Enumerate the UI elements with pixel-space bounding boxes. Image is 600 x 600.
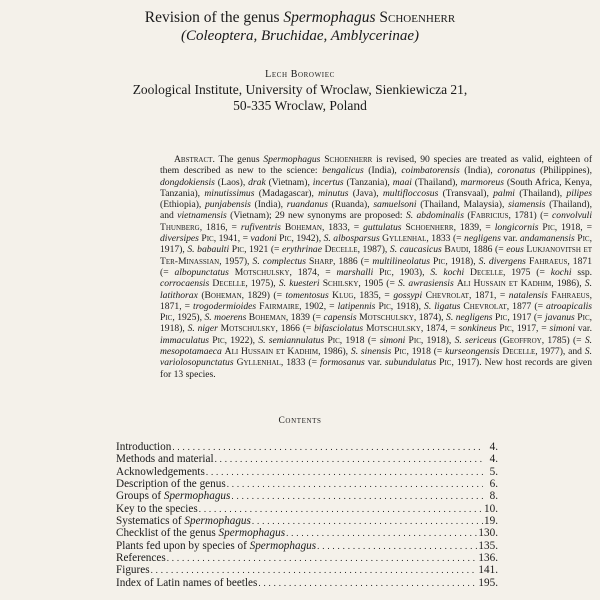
abstract-segment-italic: bengalicus bbox=[322, 165, 364, 177]
toc-entry bbox=[116, 540, 498, 552]
abstract-segment-italic: punjabensis bbox=[205, 199, 251, 211]
abstract-segment-italic: atroapicalis bbox=[546, 300, 593, 312]
abstract-segment-italic: S. negligens bbox=[446, 312, 493, 324]
toc-entry-page: 19. bbox=[484, 515, 498, 528]
toc-entry-label bbox=[116, 540, 316, 552]
toc-label-part-text: Acknowledgements bbox=[116, 465, 205, 478]
abstract-segment-text: , 1918), bbox=[420, 334, 455, 346]
abstract-segment-text: , 1781) (= bbox=[508, 210, 553, 222]
abstract-segment-italic: bifasciolatus bbox=[314, 323, 364, 335]
abstract-segment-italic: S. sericeus bbox=[454, 334, 497, 346]
toc-dot-leader bbox=[252, 515, 483, 527]
abstract-segment-italic: subundulatus bbox=[384, 357, 437, 369]
toc-label-part-text: Plants fed upon by species of bbox=[116, 539, 250, 552]
abstract-segment-italic: dongdokiensis bbox=[160, 176, 215, 188]
abstract-segment-smallcaps: Pic bbox=[433, 255, 446, 267]
abstract-segment-italic: immaculatus bbox=[160, 334, 210, 346]
abstract-segment-italic: convolvuli bbox=[552, 210, 593, 222]
abstract-segment-text: , 1987), bbox=[357, 244, 390, 256]
abstract-segment-text: , 1886 (= bbox=[333, 255, 373, 267]
abstract-segment-text: , 1833, = bbox=[321, 221, 364, 233]
abstract-segment-text: , 1871 (= bbox=[160, 255, 592, 278]
abstract-segment-smallcaps: Motschulsky bbox=[220, 323, 276, 335]
abstract-segment-italic: minutissimus bbox=[204, 187, 255, 199]
paper-title bbox=[0, 8, 600, 27]
toc-label-part-text: Index of Latin names of beetles bbox=[116, 576, 258, 589]
abstract-segment-smallcaps: Chevrolat bbox=[463, 300, 507, 312]
toc-dot-leader bbox=[317, 540, 477, 552]
abstract-segment-italic: S. kochi bbox=[430, 266, 465, 278]
abstract-segment-smallcaps: Fairmaire bbox=[259, 300, 300, 312]
abstract-segment-smallcaps: Gyllenhal bbox=[382, 233, 427, 245]
abstract-segment-text: , 1977), and bbox=[535, 346, 585, 358]
abstract-segment-italic: S. latithorax bbox=[160, 278, 592, 301]
abstract-segment-smallcaps: Pic bbox=[160, 312, 173, 324]
abstract-segment-italic: incertus bbox=[312, 176, 344, 188]
abstract-segment-italic: S. niger bbox=[187, 323, 218, 335]
title-prefix: Revision of the genus bbox=[144, 9, 284, 26]
toc-entry-page: 130. bbox=[478, 527, 498, 540]
toc-dot-leader bbox=[172, 441, 483, 453]
abstract-segment-text: (Thailand), bbox=[411, 176, 461, 188]
toc-entry-label bbox=[116, 478, 226, 490]
abstract-segment-italic: S. babaulti bbox=[187, 244, 230, 256]
abstract-segment-italic: diversipes bbox=[160, 233, 199, 245]
abstract-segment-text: , 1925), bbox=[172, 312, 205, 324]
abstract-segment-italic: coimbatorensis bbox=[401, 165, 460, 177]
abstract-segment-text: (Java), bbox=[348, 187, 383, 199]
abstract-segment-text: ssp. bbox=[571, 266, 593, 278]
abstract-segment-text: (India), bbox=[459, 165, 498, 177]
abstract-segment-text: , 1918), bbox=[160, 312, 593, 335]
abstract-segment-text: (Thailand), bbox=[514, 187, 567, 199]
toc-entry-page: 4. bbox=[489, 453, 498, 466]
toc-entry-page: 8. bbox=[489, 490, 498, 503]
toc-label-part-italic: Spermophagus bbox=[184, 515, 251, 528]
abstract-segment-text: . The genus bbox=[212, 154, 264, 165]
abstract-segment-smallcaps: Schoenherr bbox=[405, 221, 454, 233]
abstract-segment-text: , 1941, = bbox=[213, 233, 251, 245]
abstract-segment-smallcaps: Motschulsky bbox=[359, 312, 414, 324]
toc-entry-label bbox=[116, 552, 166, 564]
toc-entry-page: 141. bbox=[478, 564, 498, 577]
toc-label-part-text: Systematics of bbox=[116, 515, 185, 528]
abstract-segment-italic: erythrinae bbox=[282, 244, 322, 256]
abstract-segment-italic: S. divergens bbox=[478, 255, 526, 267]
abstract-segment-text: , 1917). New host records are given for 13 species. bbox=[160, 357, 592, 380]
abstract-segment-text: , 1877 (= bbox=[506, 300, 547, 312]
abstract-segment-smallcaps: Baudi bbox=[444, 244, 469, 256]
abstract-segment-smallcaps: Boheman bbox=[284, 221, 322, 233]
abstract-segment-text: var. bbox=[364, 357, 385, 369]
toc-label-part-italic: Spermophagus bbox=[218, 527, 286, 540]
abstract-segment-italic: simoni bbox=[549, 323, 576, 335]
toc-entry bbox=[116, 490, 498, 502]
abstract-segment-smallcaps: Boheman bbox=[204, 289, 242, 301]
abstract-segment-italic: S. caucasicus bbox=[389, 244, 442, 256]
abstract-segment-smallcaps: Ali Hussain et Kadhim bbox=[456, 278, 552, 290]
toc-label-part-text: Checklist of the genus bbox=[116, 527, 219, 540]
abstract-segment-italic: drak bbox=[248, 176, 266, 188]
toc-entry-label bbox=[116, 466, 205, 478]
abstract-segment-italic: multifloccosus bbox=[382, 187, 439, 199]
abstract-segment-italic: S. abdominalis bbox=[405, 210, 464, 222]
abstract-segment-smallcaps: Pic bbox=[577, 233, 590, 245]
abstract-segment-smallcaps: Pic bbox=[279, 233, 292, 245]
toc-dot-leader bbox=[199, 503, 483, 515]
toc-entry bbox=[116, 515, 498, 527]
abstract-segment-text: (Philippines), bbox=[535, 165, 592, 177]
abstract-segment-text: (Tanzania), bbox=[343, 176, 393, 188]
toc-entry-label bbox=[116, 441, 171, 453]
abstract bbox=[160, 154, 592, 380]
abstract-segment-text: , 1835, = bbox=[353, 289, 394, 301]
abstract-segment-smallcaps: Lukjanovitsh et Ter-Minassian bbox=[160, 244, 593, 267]
toc-entry bbox=[116, 527, 498, 539]
abstract-segment-italic: Spermophagus bbox=[263, 154, 321, 165]
author-block bbox=[0, 68, 600, 114]
abstract-segment-italic: gossypi bbox=[393, 289, 423, 301]
abstract-segment-text: (Thailand), and bbox=[160, 199, 592, 222]
toc-dot-leader bbox=[206, 466, 483, 478]
abstract-segment-smallcaps: Geoffroy bbox=[502, 334, 542, 346]
abstract-segment-text: , 1918 (= bbox=[406, 346, 446, 358]
abstract-segment-smallcaps: Pic bbox=[379, 266, 392, 278]
abstract-segment-italic: maai bbox=[392, 176, 412, 188]
abstract-segment-italic: S. mesopotamaeca bbox=[160, 334, 593, 358]
abstract-segment-italic: tomentosus bbox=[285, 289, 329, 301]
toc-dot-leader bbox=[227, 478, 483, 490]
abstract-segment-smallcaps: Ali Hussain et Kadhim bbox=[224, 346, 319, 358]
abstract-segment-text: ( bbox=[197, 289, 205, 301]
table-of-contents bbox=[116, 441, 498, 589]
toc-label-part-text: Groups of bbox=[116, 490, 164, 503]
abstract-segment-text: , 1816, = bbox=[199, 221, 241, 233]
toc-label-part-italic: Spermophagus bbox=[163, 490, 231, 503]
abstract-segment-text: (India), bbox=[250, 199, 287, 211]
abstract-segment-smallcaps: Motschulsky bbox=[234, 266, 290, 278]
abstract-segment-text: (Thailand, Malaysia), bbox=[416, 199, 509, 211]
abstract-segment-text: , 1986), bbox=[551, 278, 585, 290]
abstract-segment-smallcaps: Pic bbox=[378, 300, 391, 312]
abstract-segment-italic: sonkineus bbox=[458, 323, 497, 335]
abstract-segment-text: , 1918), bbox=[445, 255, 479, 267]
abstract-segment-smallcaps: Decelle bbox=[502, 346, 536, 358]
abstract-segment-italic: trogodermioides bbox=[193, 300, 257, 312]
abstract-segment-italic: minutus bbox=[318, 187, 349, 199]
toc-dot-leader bbox=[167, 552, 478, 564]
abstract-segment-text: , 1917), bbox=[160, 233, 593, 256]
abstract-segment-text: , 1918, = bbox=[554, 221, 593, 233]
toc-label-part-italic: Spermophagus bbox=[249, 539, 317, 552]
toc-label-part-text: References bbox=[116, 552, 166, 565]
toc-entry-label bbox=[116, 490, 230, 502]
abstract-segment-text: , 1918), bbox=[390, 300, 425, 312]
abstract-segment-text: , 1957), bbox=[219, 255, 253, 267]
abstract-segment-text: , 1918 (= bbox=[339, 334, 380, 346]
abstract-segment-text: , 1833 (= bbox=[280, 357, 321, 369]
abstract-segment-text: , 1886 (= bbox=[468, 244, 507, 256]
abstract-segment-smallcaps: Pic bbox=[499, 323, 512, 335]
abstract-segment-text: , 1839, = bbox=[453, 221, 495, 233]
toc-entry-label bbox=[116, 577, 257, 589]
abstract-segment-smallcaps: Fabricius bbox=[470, 210, 509, 222]
abstract-segment-italic: S. kuesteri bbox=[278, 278, 320, 290]
toc-entry bbox=[116, 564, 498, 576]
abstract-segment-italic: siamensis bbox=[508, 199, 546, 211]
abstract-segment-italic: simoni bbox=[379, 334, 406, 346]
abstract-segment-text: , 1975), bbox=[245, 278, 279, 290]
author-name: Lech Borowiec bbox=[265, 69, 335, 80]
toc-entry bbox=[116, 552, 498, 564]
abstract-segment-text: , 1871, = bbox=[160, 289, 592, 312]
toc-entry-label bbox=[116, 527, 285, 539]
abstract-segment-italic: S. moerens bbox=[204, 312, 247, 324]
abstract-segment-text: (India), bbox=[363, 165, 402, 177]
toc-entry-page: 10. bbox=[484, 502, 498, 515]
abstract-segment-italic: andamanensis bbox=[519, 233, 575, 245]
contents-heading: Contents bbox=[278, 416, 322, 426]
affiliation-line-2: 50-335 Wroclaw, Poland bbox=[233, 98, 367, 113]
abstract-segment-italic: kurseongensis bbox=[445, 346, 500, 358]
abstract-segment-text: , 1903), bbox=[391, 266, 431, 278]
abstract-segment-italic: pilipes bbox=[566, 187, 592, 199]
abstract-segment-italic: multilineolatus bbox=[372, 255, 430, 267]
abstract-segment-smallcaps: Pic bbox=[327, 334, 340, 346]
abstract-segment-italic: S. variolosopunctatus bbox=[160, 346, 592, 369]
abstract-segment-smallcaps: Decelle bbox=[470, 266, 503, 278]
abstract-segment-text: , 1917 (= bbox=[507, 312, 545, 324]
toc-entry bbox=[116, 503, 498, 515]
abstract-segment-smallcaps: Fahraeus bbox=[551, 289, 590, 301]
abstract-segment-text: , 1866 (= bbox=[275, 323, 315, 335]
abstract-segment-smallcaps: Thunberg bbox=[160, 221, 200, 233]
abstract-segment-smallcaps: Pic bbox=[201, 233, 214, 245]
abstract-segment-italic: S. sinensis bbox=[350, 346, 392, 358]
toc-entry-label bbox=[116, 515, 251, 527]
abstract-segment-italic: S. complectus bbox=[252, 255, 306, 267]
abstract-segment-text: , 1921 (= bbox=[244, 244, 283, 256]
toc-entry-label bbox=[116, 453, 214, 465]
abstract-segment-text: , 1874, = bbox=[289, 266, 337, 278]
abstract-segment-text: , 1905 (= bbox=[358, 278, 399, 290]
abstract-segment-text: (Vietnam); 29 new synonyms are proposed: bbox=[226, 210, 406, 222]
toc-dot-leader bbox=[215, 453, 483, 465]
abstract-segment-smallcaps: Pic bbox=[439, 357, 452, 369]
abstract-segment-smallcaps: Gyllenhal bbox=[236, 357, 281, 369]
toc-entry-page: 136. bbox=[478, 552, 498, 565]
abstract-segment-text: , 1785) (= bbox=[541, 334, 585, 346]
abstract-segment-text: , 1874, = bbox=[420, 323, 459, 335]
abstract-segment-text: , 1975 (= bbox=[503, 266, 551, 278]
abstract-segment-smallcaps: Motschulsky bbox=[365, 323, 421, 335]
toc-entry-label bbox=[116, 564, 150, 576]
abstract-segment-text: (Ruanda), bbox=[327, 199, 374, 211]
abstract-segment-italic: negligens bbox=[464, 233, 501, 245]
abstract-segment-text: var. bbox=[575, 323, 592, 335]
abstract-segment-text: , 1829) (= bbox=[241, 289, 286, 301]
toc-entry-page: 5. bbox=[489, 465, 498, 478]
abstract-segment-italic: javanus bbox=[544, 312, 575, 324]
toc-label-part-text: Methods and material bbox=[116, 453, 214, 466]
toc-entry-label bbox=[116, 503, 198, 515]
abstract-segment-smallcaps: Pic bbox=[542, 221, 555, 233]
toc-dot-leader bbox=[286, 527, 477, 539]
abstract-segment-smallcaps: Sharp bbox=[309, 255, 334, 267]
abstract-segment-italic: S. albosparsus bbox=[323, 233, 380, 245]
abstract-segment-italic: capensis bbox=[323, 312, 357, 324]
abstract-segment-text: , 1942), bbox=[291, 233, 324, 245]
abstract-segment-smallcaps: Decelle bbox=[212, 278, 246, 290]
abstract-segment-smallcaps: Decelle bbox=[324, 244, 358, 256]
abstract-segment-text: (Madagascar), bbox=[254, 187, 319, 199]
abstract-segment-italic: S. ligatus bbox=[424, 300, 461, 312]
toc-dot-leader bbox=[258, 577, 477, 589]
abstract-segment-text: , 1902, = bbox=[299, 300, 338, 312]
abstract-segment-text: , 1986), bbox=[318, 346, 351, 358]
affiliation-line-1: Zoological Institute, University of Wroclaw, Sienkiewicza 21, bbox=[132, 82, 468, 97]
abstract-segment-text: (Transvaal), bbox=[438, 187, 494, 199]
toc-label-part-text: Description of the genus bbox=[116, 478, 226, 491]
abstract-segment-italic: kochi bbox=[550, 266, 572, 278]
abstract-segment-italic: natalensis bbox=[508, 289, 548, 301]
abstract-segment-text: var. bbox=[500, 233, 520, 245]
toc-entry-page: 6. bbox=[489, 478, 498, 491]
title-genus: Spermophagus bbox=[283, 9, 376, 26]
abstract-segment-smallcaps: Pic bbox=[494, 312, 508, 324]
title-author: Schoenherr bbox=[379, 9, 456, 26]
abstract-segment-italic: marmoreus bbox=[460, 176, 504, 188]
abstract-segment-smallcaps: Schilsky bbox=[322, 278, 359, 290]
abstract-segment-text: (Ethiopia), bbox=[160, 199, 205, 211]
abstract-segment-text: ( bbox=[463, 210, 471, 222]
toc-dot-leader bbox=[151, 564, 478, 576]
abstract-segment-italic: formosanus bbox=[320, 357, 365, 369]
abstract-segment-text: , 1871, = bbox=[468, 289, 509, 301]
abstract-segment-italic: latipennis bbox=[337, 300, 376, 312]
abstract-segment-italic: samuelsoni bbox=[373, 199, 417, 211]
abstract-segment-text: ( bbox=[496, 334, 503, 346]
toc-entry-page: 135. bbox=[478, 539, 498, 552]
abstract-segment-smallcaps: Pic bbox=[394, 346, 407, 358]
abstract-segment-text: (Vietnam), bbox=[265, 176, 313, 188]
abstract-segment-text: , 1874), bbox=[413, 312, 447, 324]
toc-entry-page: 4. bbox=[489, 441, 498, 453]
abstract-segment-italic: marshalli bbox=[336, 266, 374, 278]
abstract-segment-text: (Laos), bbox=[214, 176, 249, 188]
abstract-segment-smallcaps: Klug bbox=[332, 289, 354, 301]
abstract-segment-smallcaps: Pic bbox=[212, 334, 225, 346]
abstract-segment-smallcaps: Boheman bbox=[248, 312, 286, 324]
abstract-segment-smallcaps: Pic bbox=[577, 312, 590, 324]
abstract-segment-text: , 1833 (= bbox=[426, 233, 465, 245]
toc-entry bbox=[116, 478, 498, 490]
toc-label-part-text: Figures bbox=[116, 564, 150, 577]
abstract-segment-italic: longicornis bbox=[494, 221, 539, 233]
toc-entry bbox=[116, 577, 498, 589]
toc-label-part-text: Introduction bbox=[116, 441, 172, 453]
abstract-segment-smallcaps: Schoenherr bbox=[324, 154, 373, 165]
abstract-segment-italic: S. awrasiensis bbox=[398, 278, 454, 290]
abstract-segment-smallcaps: Fahraeus bbox=[528, 255, 568, 267]
toc-label-part-text: Key to the species bbox=[116, 502, 198, 515]
toc-entry bbox=[116, 453, 498, 465]
abstract-segment-italic: albopunctatus bbox=[174, 266, 229, 278]
abstract-segment-italic: palmi bbox=[493, 187, 515, 199]
toc-dot-leader bbox=[231, 490, 483, 502]
abstract-body bbox=[160, 154, 592, 380]
toc-entry bbox=[116, 466, 498, 478]
abstract-segment-italic: S. semiannulatus bbox=[258, 334, 325, 346]
abstract-segment-text: , 1839 (= bbox=[285, 312, 324, 324]
toc-entry-page: 195. bbox=[478, 576, 498, 589]
abstract-segment-text: (South Africa, Kenya, Tanzania), bbox=[160, 176, 592, 199]
abstract-segment-italic: coronatus bbox=[497, 165, 536, 177]
abstract-segment-italic: guttulatus bbox=[363, 221, 402, 233]
abstract-segment-italic: corrocaensis bbox=[160, 278, 210, 290]
abstract-segment-italic: vadoni bbox=[250, 233, 277, 245]
abstract-segment-text: , 1922), bbox=[224, 334, 259, 346]
abstract-segment-smallcaps: Abstract bbox=[174, 154, 213, 165]
abstract-segment-text: , 1917, = bbox=[511, 323, 550, 335]
abstract-segment-italic: ruandanus bbox=[286, 199, 328, 211]
toc-entry bbox=[116, 441, 498, 453]
abstract-segment-italic: rufiventris bbox=[240, 221, 281, 233]
paper-subtitle: (Coleoptera, Bruchidae, Amblycerinae) bbox=[181, 28, 419, 44]
abstract-segment-smallcaps: Pic bbox=[408, 334, 421, 346]
abstract-segment-smallcaps: Pic bbox=[231, 244, 245, 256]
abstract-segment-italic: eous bbox=[506, 244, 524, 256]
abstract-segment-text: is revised, 90 species are treated as valid, eighteen of them described as new to the science: bbox=[160, 154, 593, 177]
abstract-segment-italic: vietnamensis bbox=[177, 210, 227, 222]
title-block bbox=[0, 8, 600, 46]
abstract-segment-smallcaps: Chevrolat bbox=[425, 289, 469, 301]
